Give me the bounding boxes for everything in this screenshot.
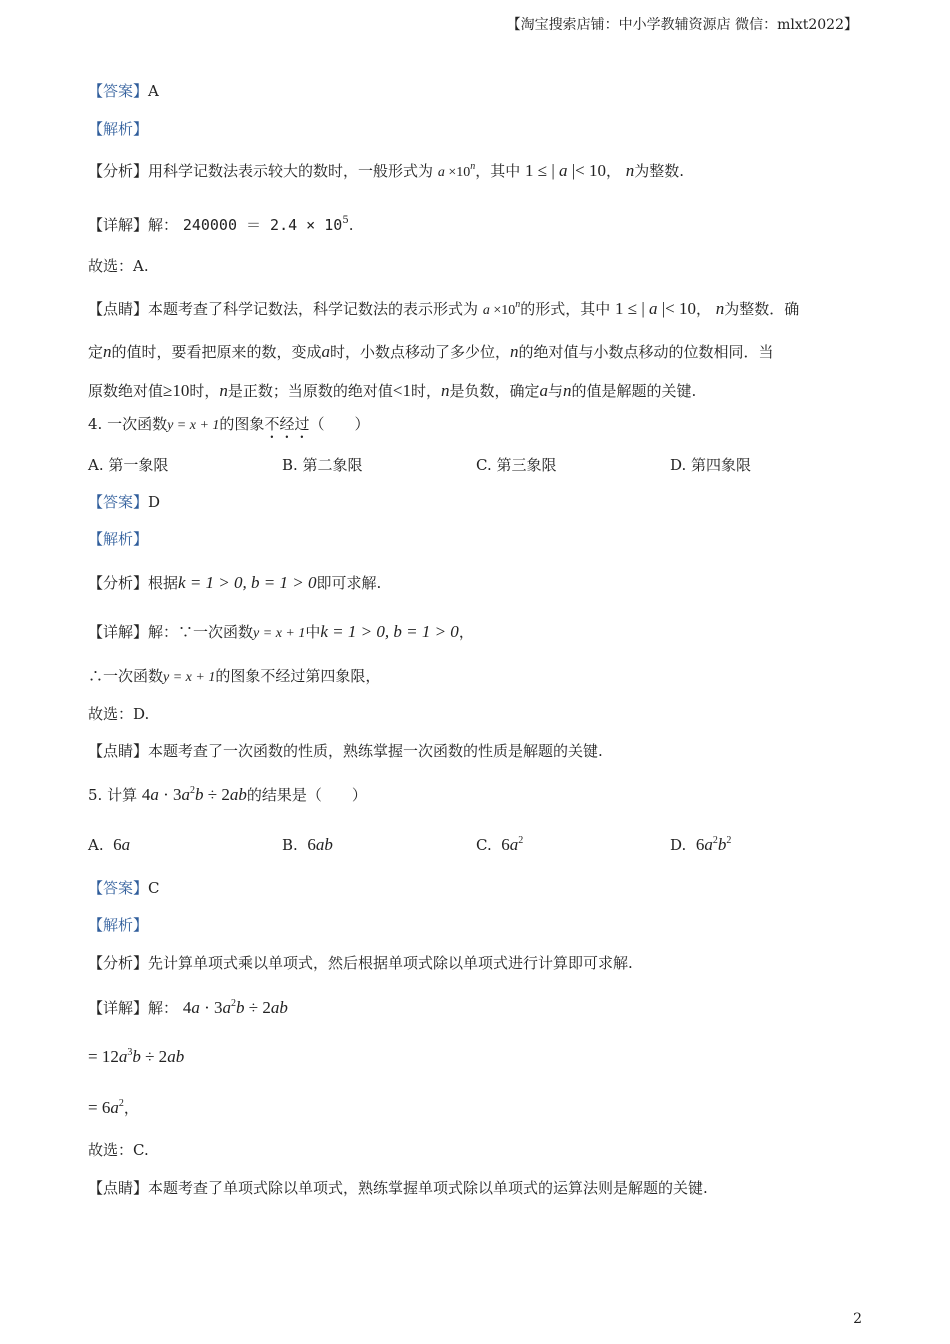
formula: k = 1 > 0, b = 1 > 0 [320, 622, 459, 641]
formula: k = 1 > 0, b = 1 > 0 [178, 573, 317, 592]
formula: n [563, 381, 572, 400]
text: 的值时，要看把原来的数，变成 [111, 343, 322, 361]
text: 定 [88, 343, 104, 361]
option-label: D. [670, 836, 687, 854]
text: 的图象 [219, 415, 265, 433]
text: 为整数. [634, 162, 685, 180]
formula: y = x + 1 [253, 626, 306, 641]
q3-dianjing-line-1 [88, 298, 799, 322]
q4-option-d: D. 第四象限 [670, 456, 752, 474]
formula: $a \times 10^n$ [482, 299, 521, 318]
formula: $a \times 10^n$ [437, 161, 476, 180]
q4-xiangjie-line [88, 621, 474, 645]
formula: 1 ≤ | a |< 10 [615, 299, 696, 318]
emphasis-text: 不经过 [264, 415, 310, 433]
q5-fenxi-line [88, 952, 633, 974]
guxuan-line: 故选：C. [88, 1141, 149, 1159]
formula: n [625, 161, 635, 180]
xiangjie-tag: 【详解】 [88, 999, 149, 1017]
formula: $6a^2$ [501, 835, 524, 854]
q4-option-c: C. 第三象限 [476, 456, 557, 474]
formula: 240000 ＝ 2.4 × 10 [182, 216, 343, 234]
option-label: C. [476, 836, 492, 854]
text: 为整数．确 [724, 300, 800, 318]
formula: 1 ≤ | a |< 10 [525, 161, 606, 180]
text: 是负数，确定 [449, 382, 540, 400]
text: 时， [189, 382, 220, 400]
text: 先计算单项式乘以单项式，然后根据单项式除以单项式进行计算即可求解. [148, 954, 633, 972]
formula: $4a \cdot 3a^2b \div 2ab$ [141, 785, 247, 804]
q3-dianjing-line-3 [88, 380, 696, 402]
text: 用科学记数法表示较大的数时，一般形式为 [148, 162, 434, 180]
question-number: 4. 一次函数 [88, 415, 168, 433]
formula: n [441, 381, 450, 400]
q5-option-a [88, 834, 130, 856]
text: 与 [548, 382, 564, 400]
formula: n [219, 381, 228, 400]
text: 根据 [148, 574, 179, 592]
answer-value: D [148, 493, 161, 511]
q5-option-c [476, 834, 523, 856]
fenxi-tag: 【分析】 [88, 574, 149, 592]
text: ， [696, 300, 712, 318]
formula: ≥10 [163, 381, 190, 400]
text: 解：∵一次函数 [148, 623, 254, 641]
text: （ ） [309, 415, 370, 433]
text: 本题考查了一次函数的性质，熟练掌握一次函数的性质是解题的关键. [148, 742, 603, 760]
text: ∴一次函数 [88, 667, 164, 685]
fenxi-tag: 【分析】 [88, 954, 149, 972]
q4-dianjing-line [88, 740, 603, 762]
dianjing-tag: 【点睛】 [88, 300, 149, 318]
q5-step-2: = $6a^2$， [88, 1098, 139, 1117]
fenxi-tag: 【分析】 [88, 162, 149, 180]
q4-stem [88, 413, 369, 442]
text: 即可求解. [316, 574, 382, 592]
q4-fenxi-line [88, 572, 381, 594]
guxuan-line: 故选：D. [88, 705, 150, 723]
text: ， [606, 162, 622, 180]
q5-option-b [282, 834, 333, 856]
text: 原数绝对值 [88, 382, 164, 400]
formula: a [321, 342, 331, 361]
q4-therefore-line [88, 665, 380, 689]
formula: n [103, 342, 112, 361]
formula: n [510, 342, 519, 361]
answer-tag: 【答案】 [88, 879, 149, 897]
option-label: A. [88, 836, 104, 854]
formula: = $12a^3b \div 2ab$ [88, 1047, 185, 1066]
formula: $4a \cdot 3a^2b \div 2ab$ [182, 998, 288, 1017]
q5-answer-line [88, 877, 160, 899]
text: 本题考查了科学记数法，科学记数法的表示形式为 [148, 300, 479, 318]
answer-value: C [148, 879, 160, 897]
text: ， [458, 623, 474, 641]
q5-xiangjie-line [88, 997, 288, 1019]
page-number: 2 [853, 1311, 862, 1327]
dianjing-tag: 【点睛】 [88, 742, 149, 760]
text: . [348, 216, 354, 234]
q4-answer-line [88, 491, 160, 513]
dianjing-tag: 【点睛】 [88, 1179, 149, 1197]
formula: 6a [113, 835, 131, 854]
analysis-tag: 【解析】 [88, 916, 149, 934]
answer-tag: 【答案】 [88, 82, 149, 100]
text: 的绝对值与小数点移动的位数相同．当 [518, 343, 774, 361]
formula-exponent: 5 [342, 215, 349, 226]
page-header: 【淘宝搜索店铺：中小学教辅资源店 微信：mlxt2022】 [506, 17, 858, 33]
q3-xiangjie-line [88, 214, 353, 236]
text: ，其中 [475, 162, 521, 180]
text: 时， [410, 382, 441, 400]
q5-dianjing-line [88, 1177, 708, 1199]
text: 本题考查了单项式除以单项式，熟练掌握单项式除以单项式的运算法则是解题的关键. [148, 1179, 708, 1197]
option-label: B. [282, 836, 298, 854]
q5-option-d [670, 834, 731, 856]
xiangjie-tag: 【详解】 [88, 216, 149, 234]
text: 解： [148, 999, 179, 1017]
analysis-tag: 【解析】 [88, 120, 149, 138]
question-number: 5. 计算 [88, 786, 138, 804]
text: 是正数；当原数的绝对值 [227, 382, 393, 400]
text: 中 [305, 623, 321, 641]
text: 的结果是（ ） [246, 786, 367, 804]
q3-dianjing-line-2 [88, 341, 774, 363]
text: 的值是解题的关键. [571, 382, 697, 400]
formula: a [539, 381, 549, 400]
formula: <1 [392, 381, 411, 400]
guxuan-line: 故选：A. [88, 257, 149, 275]
text: 的形式，其中 [520, 300, 611, 318]
text: 解： [148, 216, 179, 234]
q3-answer-line [88, 80, 159, 102]
xiangjie-tag: 【详解】 [88, 623, 149, 641]
q3-fenxi-line [88, 160, 684, 184]
text: 时，小数点移动了多少位， [330, 343, 511, 361]
formula: y = x + 1 [167, 418, 220, 433]
q4-option-b: B. 第二象限 [282, 456, 363, 474]
text: 的图象不经过第四象限， [215, 667, 381, 685]
analysis-tag: 【解析】 [88, 530, 149, 548]
q4-option-a: A. 第一象限 [88, 456, 169, 474]
formula: y = x + 1 [163, 670, 216, 685]
answer-tag: 【答案】 [88, 493, 149, 511]
formula: = $6a^2$ [88, 1098, 124, 1117]
q5-stem [88, 784, 367, 806]
formula: n [715, 299, 725, 318]
answer-value: A [148, 82, 159, 100]
formula: $6a^2b^2$ [695, 835, 732, 854]
formula: 6ab [307, 835, 333, 854]
q5-step-1 [88, 1046, 184, 1068]
